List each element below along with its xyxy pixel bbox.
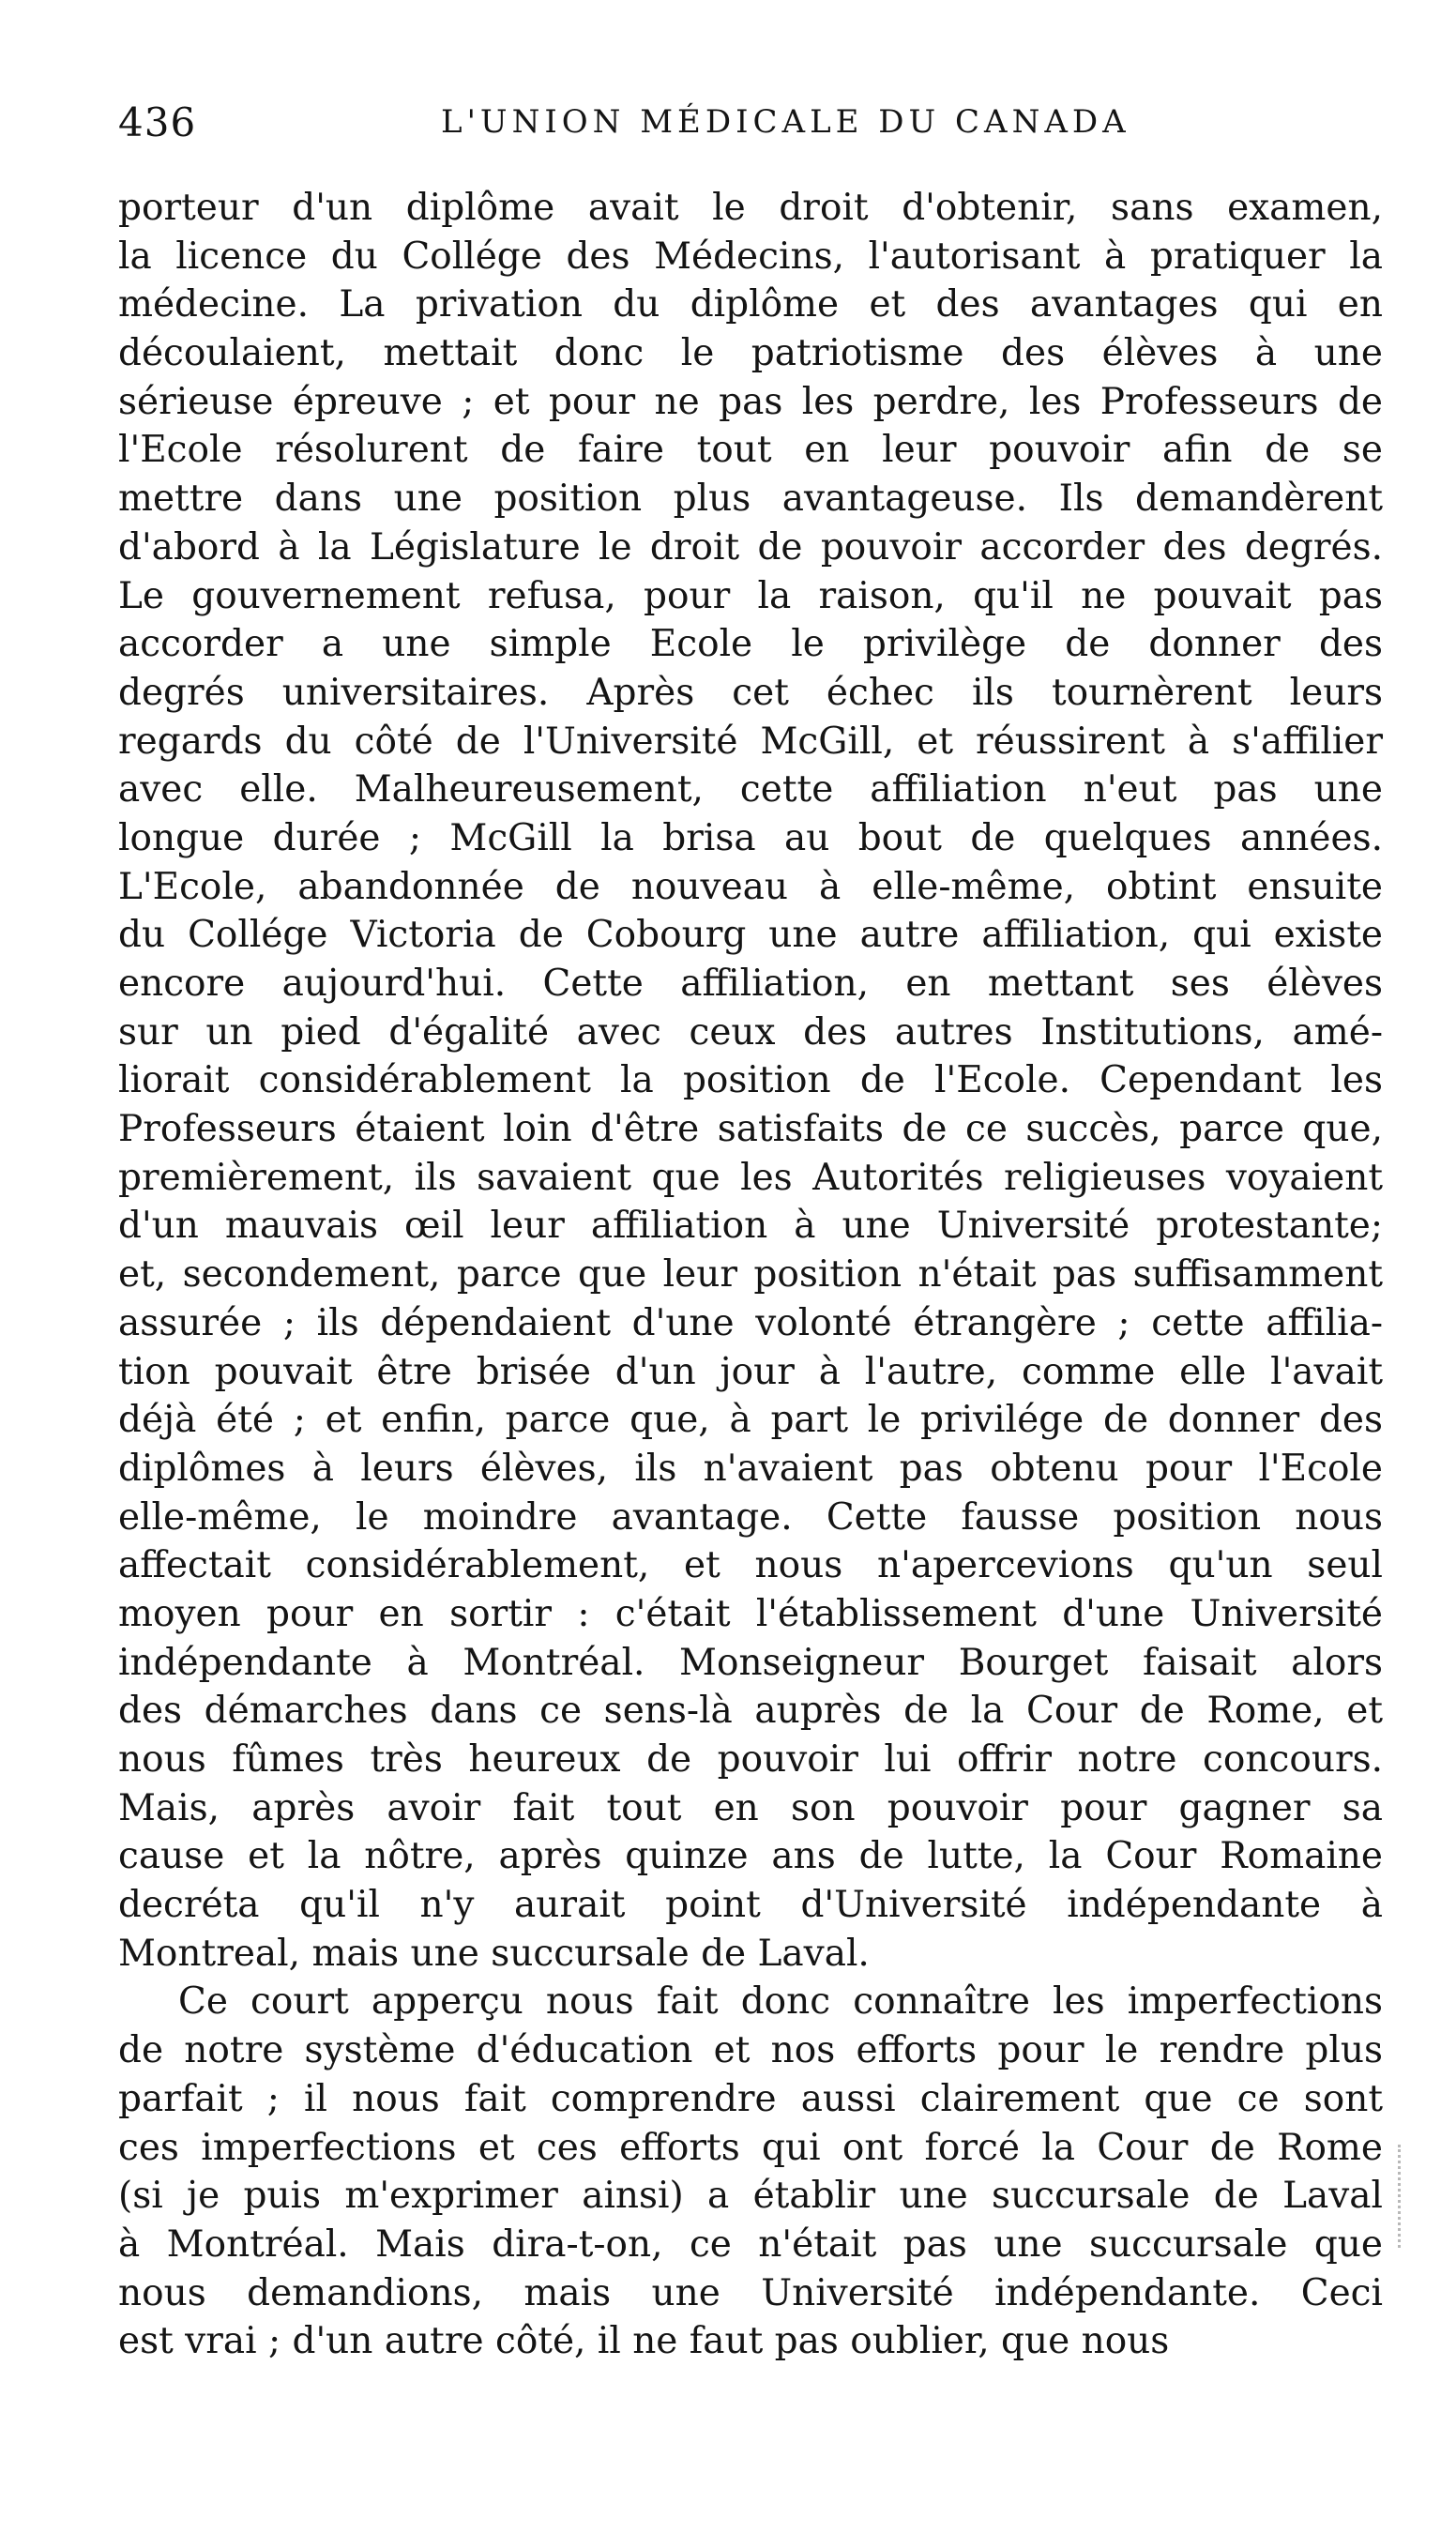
text-line: parfait ; il nous fait comprendre aussi clairement que ce sont bbox=[118, 2077, 1383, 2120]
text-line: accorder a une simple Ecole le privilège de donner des bbox=[118, 623, 1383, 666]
text-line: des démarches dans ce sens-là auprès de la Cour de Rome, et bbox=[118, 1690, 1383, 1733]
text-line: découlaient, mettait donc le patriotisme des élèves à une bbox=[118, 332, 1383, 375]
text-line: sur un pied d'égalité avec ceux des autres Institutions, amé- bbox=[118, 1010, 1383, 1054]
running-title: L'UNION MÉDICALE DU CANADA bbox=[441, 103, 1130, 141]
text-line: tion pouvait être brisée d'un jour à l'autre, comme elle l'avait bbox=[118, 1350, 1383, 1393]
text-line: indépendante à Montréal. Monseigneur Bourget faisait alors bbox=[118, 1641, 1383, 1684]
page-number: 436 bbox=[118, 99, 197, 145]
text-line: médecine. La privation du diplôme et des avantages qui en bbox=[118, 283, 1383, 326]
text-line: la licence du Collége des Médecins, l'autorisant à pratiquer la bbox=[118, 235, 1383, 278]
text-line: ces imperfections et ces efforts qui ont forcé la Cour de Rome bbox=[118, 2126, 1383, 2169]
text-line: Le gouvernement refusa, pour la raison, qu'il ne pouvait pas bbox=[118, 574, 1383, 617]
text-line: sérieuse épreuve ; et pour ne pas les perdre, les Professeurs de bbox=[118, 380, 1383, 423]
text-line: d'abord à la Législature le droit de pouvoir accorder des degrés. bbox=[118, 525, 1383, 569]
text-line: déjà été ; et enfin, parce que, à part le privilége de donner des bbox=[118, 1399, 1383, 1442]
text-line: diplômes à leurs élèves, ils n'avaient pas obtenu pour l'Ecole bbox=[118, 1447, 1383, 1490]
text-line: elle-même, le moindre avantage. Cette fausse position nous bbox=[118, 1495, 1383, 1539]
text-line: porteur d'un diplôme avait le droit d'obtenir, sans examen, bbox=[118, 187, 1383, 229]
text-line: cause et la nôtre, après quinze ans de lutte, la Cour Romaine bbox=[118, 1835, 1383, 1878]
text-line: et, secondement, parce que leur position n'était pas suffisamment bbox=[118, 1253, 1383, 1297]
text-line: L'Ecole, abandonnée de nouveau à elle-même, obtint ensuite bbox=[118, 865, 1383, 908]
text-line: premièrement, ils savaient que les Autorités religieuses voyaient bbox=[118, 1156, 1383, 1199]
body-text bbox=[118, 184, 1383, 2366]
text-line: longue durée ; McGill la brisa au bout de quelques années. bbox=[118, 816, 1383, 859]
text-line: assurée ; ils dépendaient d'une volonté étrangère ; cette affilia- bbox=[118, 1301, 1383, 1344]
text-line: de notre système d'éducation et nos efforts pour le rendre plus bbox=[118, 2029, 1383, 2072]
text-line: liorait considérablement la position de l'Ecole. Cependant les bbox=[118, 1059, 1383, 1102]
text-line: affectait considérablement, et nous n'apercevions qu'un seul bbox=[118, 1544, 1383, 1587]
margin-mark bbox=[1398, 2145, 1404, 2248]
paragraph-2 bbox=[118, 1978, 1383, 2366]
text-line: avec elle. Malheureusement, cette affiliation n'eut pas une bbox=[118, 768, 1383, 811]
text-line: nous fûmes très heureux de pouvoir lui offrir notre concours. bbox=[118, 1738, 1383, 1781]
text-line: encore aujourd'hui. Cette affiliation, en mettant ses élèves bbox=[118, 963, 1383, 1005]
text-line: nous demandions, mais une Université indépendante. Ceci bbox=[118, 2271, 1383, 2314]
text-line: Montreal, mais une succursale de Laval. bbox=[118, 1932, 870, 1975]
text-line: à Montréal. Mais dira-t-on, ce n'était pas une succursale que bbox=[118, 2222, 1383, 2266]
paragraph-1 bbox=[118, 184, 1383, 1978]
text-line: Mais, après avoir fait tout en son pouvoir pour gagner sa bbox=[118, 1786, 1383, 1829]
text-line: l'Ecole résolurent de faire tout en leur pouvoir afin de se bbox=[118, 429, 1383, 472]
text-line: Professeurs étaient loin d'être satisfaits de ce succès, parce que, bbox=[118, 1108, 1383, 1151]
text-line: (si je puis m'exprimer ainsi) a établir une succursale de Laval bbox=[118, 2175, 1383, 2218]
text-line: Ce court apperçu nous fait donc connaître les imperfections bbox=[178, 1980, 1383, 2024]
text-line: d'un mauvais œil leur affiliation à une Université protestante; bbox=[118, 1205, 1383, 1248]
text-line: regards du côté de l'Université McGill, et réussirent à s'affilier bbox=[118, 720, 1383, 763]
text-line: mettre dans une position plus avantageuse. Ils demandèrent bbox=[118, 478, 1383, 521]
text-line: decréta qu'il n'y aurait point d'Université indépendante à bbox=[118, 1884, 1383, 1927]
text-line: du Collége Victoria de Cobourg une autre affiliation, qui existe bbox=[118, 914, 1383, 957]
text-line: est vrai ; d'un autre côté, il ne faut pas oublier, que nous bbox=[118, 2320, 1170, 2363]
text-line: moyen pour en sortir : c'était l'établissement d'une Université bbox=[118, 1592, 1383, 1635]
text-line: degrés universitaires. Après cet échec ils tournèrent leurs bbox=[118, 671, 1383, 714]
